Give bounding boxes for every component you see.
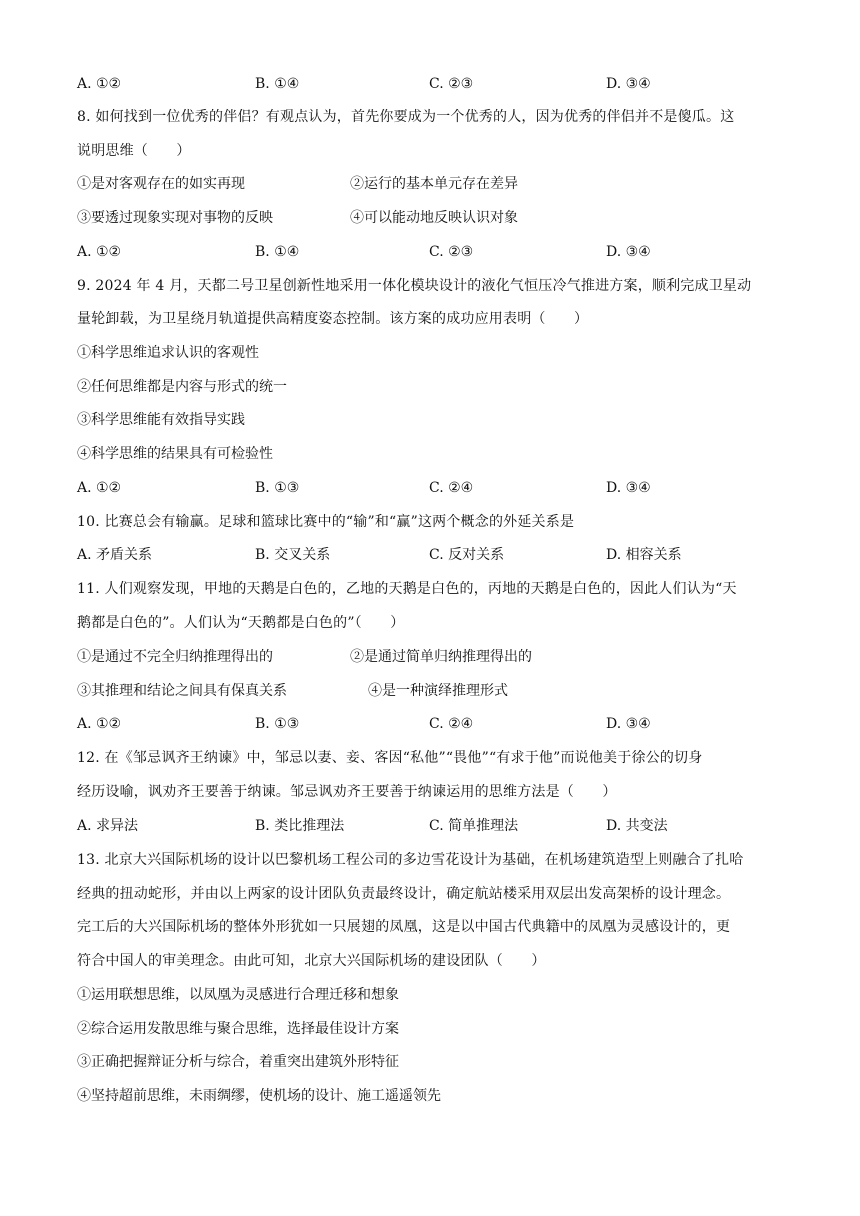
q8-stem-line-2: 说明思维（ ） (77, 143, 191, 159)
q9-stem-line-2: 量轮卸载，为卫星绕月轨道提供高精度姿态控制。该方案的成功应用表明（ ） (77, 311, 589, 327)
q10-option-d[interactable]: D. 相容关系 (606, 547, 682, 563)
q11-option-b[interactable]: B. ①③ (255, 716, 300, 732)
q11-option-a[interactable]: A. ①② (77, 716, 122, 732)
q11-statement-2: ②是通过简单归纳推理得出的 (350, 649, 532, 665)
q11-option-d[interactable]: D. ③④ (606, 716, 651, 732)
q10-option-c[interactable]: C. 反对关系 (429, 547, 505, 563)
q8-statement-2: ②运行的基本单元存在差异 (350, 176, 518, 192)
q9-option-b[interactable]: B. ①③ (255, 480, 300, 496)
q7-option-c[interactable]: C. ②③ (429, 76, 474, 92)
q11-stem-line-1: 11. 人们观察发现，甲地的天鹅是白色的，乙地的天鹅是白色的，丙地的天鹅是白色的，因此人们认为“天 (77, 581, 737, 597)
q9-option-a[interactable]: A. ①② (77, 480, 122, 496)
q11-statement-1: ①是通过不完全归纳推理得出的 (77, 649, 273, 665)
q13-statement-1: ①运用联想思维，以凤凰为灵感进行合理迁移和想象 (77, 987, 399, 1003)
q7-option-b[interactable]: B. ①④ (255, 76, 300, 92)
q11-statement-4: ④是一种演绎推理形式 (368, 683, 508, 699)
q13-stem-line-4: 符合中国人的审美理念。由此可知，北京大兴国际机场的建设团队（ ） (77, 953, 546, 969)
q8-statement-4: ④可以能动地反映认识对象 (350, 210, 518, 226)
q13-stem-line-2: 经典的扭动蛇形，并由以上两家的设计团队负责最终设计，确定航站楼采用双层出发高架桥的设计理念。 (77, 886, 731, 902)
q8-option-b[interactable]: B. ①④ (255, 244, 300, 260)
q7-option-d[interactable]: D. ③④ (606, 76, 651, 92)
q9-statement-4: ④科学思维的结果具有可检验性 (77, 446, 273, 462)
q10-stem: 10. 比赛总会有输赢。足球和篮球比赛中的“输”和“赢”这两个概念的外延关系是 (77, 514, 575, 530)
q12-stem-line-2: 经历设喻，讽劝齐王要善于纳谏。邹忌讽劝齐王要善于纳谏运用的思维方法是（ ） (77, 784, 617, 800)
q9-stem-line-1: 9. 2024 年 4 月，天都二号卫星创新性地采用一体化模块设计的液化气恒压冷气推进方案，顺利完成卫星动 (77, 278, 752, 294)
q12-option-d[interactable]: D. 共变法 (606, 818, 668, 834)
q12-option-a[interactable]: A. 求异法 (77, 818, 139, 834)
q13-statement-2: ②综合运用发散思维与聚合思维，选择最佳设计方案 (77, 1021, 399, 1037)
q8-statement-1: ①是对客观存在的如实再现 (77, 176, 245, 192)
q10-option-b[interactable]: B. 交叉关系 (255, 547, 331, 563)
q9-statement-2: ②任何思维都是内容与形式的统一 (77, 379, 287, 395)
q12-option-b[interactable]: B. 类比推理法 (255, 818, 345, 834)
q9-option-d[interactable]: D. ③④ (606, 480, 651, 496)
q11-statement-3: ③其推理和结论之间具有保真关系 (77, 683, 287, 699)
q8-option-c[interactable]: C. ②③ (429, 244, 474, 260)
q10-option-a[interactable]: A. 矛盾关系 (77, 547, 153, 563)
q9-statement-3: ③科学思维能有效指导实践 (77, 412, 245, 428)
q13-stem-line-1: 13. 北京大兴国际机场的设计以巴黎机场工程公司的多边雪花设计为基础，在机场建筑造型上则融合了扎哈 (77, 852, 744, 868)
q8-option-a[interactable]: A. ①② (77, 244, 122, 260)
q13-statement-3: ③正确把握辩证分析与综合，着重突出建筑外形特征 (77, 1054, 399, 1070)
q13-statement-4: ④坚持超前思维，未雨绸缪，使机场的设计、施工遥遥领先 (77, 1088, 441, 1104)
q8-statement-3: ③要透过现象实现对事物的反映 (77, 210, 273, 226)
q12-option-c[interactable]: C. 简单推理法 (429, 818, 519, 834)
q13-stem-line-3: 完工后的大兴国际机场的整体外形犹如一只展翅的凤凰，这是以中国古代典籍中的凤凰为灵感设计的，更 (77, 919, 731, 935)
q8-option-d[interactable]: D. ③④ (606, 244, 651, 260)
q9-option-c[interactable]: C. ②④ (429, 480, 474, 496)
q8-stem-line-1: 8. 如何找到一位优秀的伴侣？有观点认为，首先你要成为一个优秀的人，因为优秀的伴侣并不是傻瓜。这 (77, 109, 735, 125)
q9-statement-1: ①科学思维追求认识的客观性 (77, 345, 259, 361)
q12-stem-line-1: 12. 在《邹忌讽齐王纳谏》中，邹忌以妻、妾、客因“私他”“畏他”“有求于他”而说他美于徐公的切身 (77, 750, 703, 766)
q11-stem-line-2: 鹅都是白色的”。人们认为“天鹅都是白色的”（ ） (77, 615, 405, 631)
q11-option-c[interactable]: C. ②④ (429, 716, 474, 732)
q7-option-a[interactable]: A. ①② (77, 76, 122, 92)
